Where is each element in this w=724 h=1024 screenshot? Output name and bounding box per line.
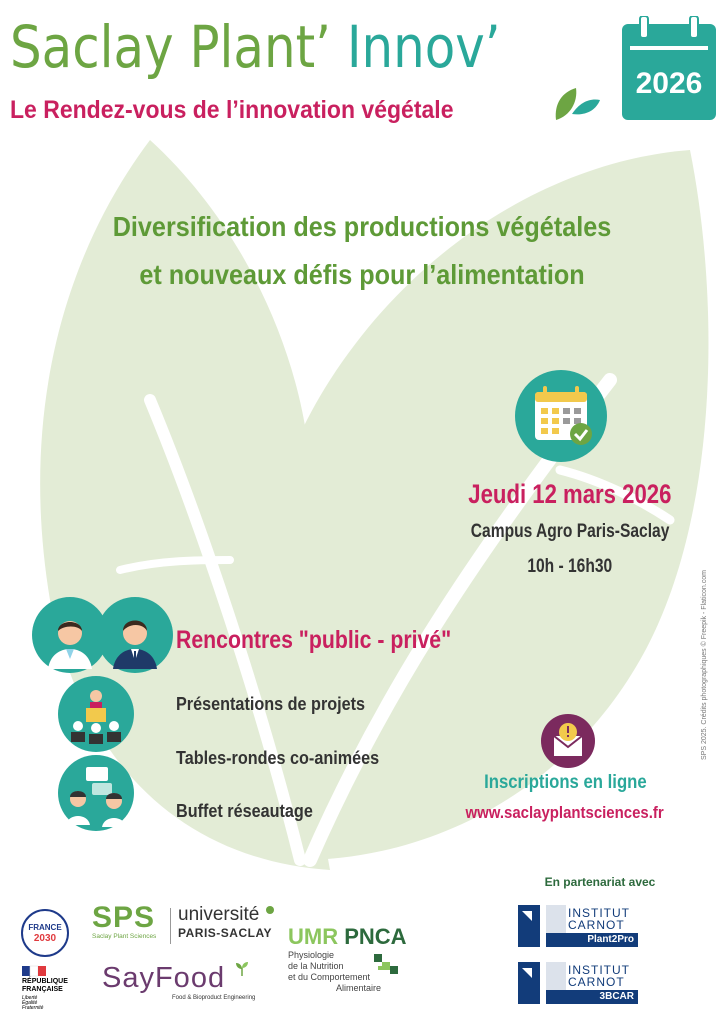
registration-url[interactable]: www.saclayplantsciences.fr <box>465 803 665 822</box>
partners-heading: En partenariat avec <box>544 875 656 889</box>
event-subtitle: Le Rendez-vous de l’innovation végétale <box>10 96 454 124</box>
event-theme <box>0 203 724 299</box>
sprout-icon <box>234 960 250 976</box>
republique-text: RÉPUBLIQUE FRANÇAISE <box>22 978 68 993</box>
umr-pnca-logo: UMR PNCA <box>288 924 407 949</box>
registration-label: Inscriptions en ligne <box>483 772 647 793</box>
carnot-plant2pro-logo: INSTITUT CARNOT Plant2Pro <box>518 905 638 949</box>
activity-item: Buffet réseautage <box>176 801 313 821</box>
businessman-icon <box>97 597 173 673</box>
carnot-3bcar-logo: INSTITUT CARNOT 3BCAR <box>518 962 638 1006</box>
activity-item: Tables-rondes co-animées <box>176 748 380 768</box>
logo-separator <box>170 908 171 944</box>
universite-dot <box>266 906 274 914</box>
event-time: 10h - 16h30 <box>527 556 613 577</box>
theme-line-2: et nouveaux défis pour l’alimentation <box>139 259 585 290</box>
calendar-year: 2026 <box>635 67 703 100</box>
conference-icon <box>58 676 134 752</box>
svg-text:2030: 2030 <box>33 933 57 944</box>
leaf-icon <box>552 84 602 124</box>
calendar-check-icon <box>515 370 607 462</box>
theme-line-1: Diversification des productions végétales <box>112 211 612 242</box>
event-place: Campus Agro Paris-Saclay <box>470 521 670 542</box>
sayfood-logo: SayFood Food & Bioproduct Engineering <box>102 962 256 1001</box>
discussion-icon <box>58 755 134 831</box>
france-2030-logo <box>20 908 70 958</box>
mail-alert-icon <box>541 714 595 768</box>
republique-motto: Liberté Égalité Fraternité <box>22 995 44 1011</box>
umr-pnca-description: Physiologie de la Nutrition et du Comportement Alimentaire <box>288 950 382 993</box>
sps-logo: SPS Saclay Plant Sciences <box>92 901 157 940</box>
universite-paris-saclay-logo: université PARIS-SACLAY <box>178 904 273 940</box>
event-title: Saclay Plant’ Innov’ <box>10 13 501 81</box>
umr-squares-icon <box>374 954 398 976</box>
activity-item: Présentations de projets <box>176 694 366 714</box>
program-heading: Rencontres "public - privé" <box>176 626 452 654</box>
svg-text:FRANCE: FRANCE <box>28 923 62 932</box>
photo-credits: SPS 2025. Crédits photographiques © Freepik - Flaticon.com <box>701 570 708 760</box>
event-date: Jeudi 12 mars 2026 <box>468 479 672 509</box>
